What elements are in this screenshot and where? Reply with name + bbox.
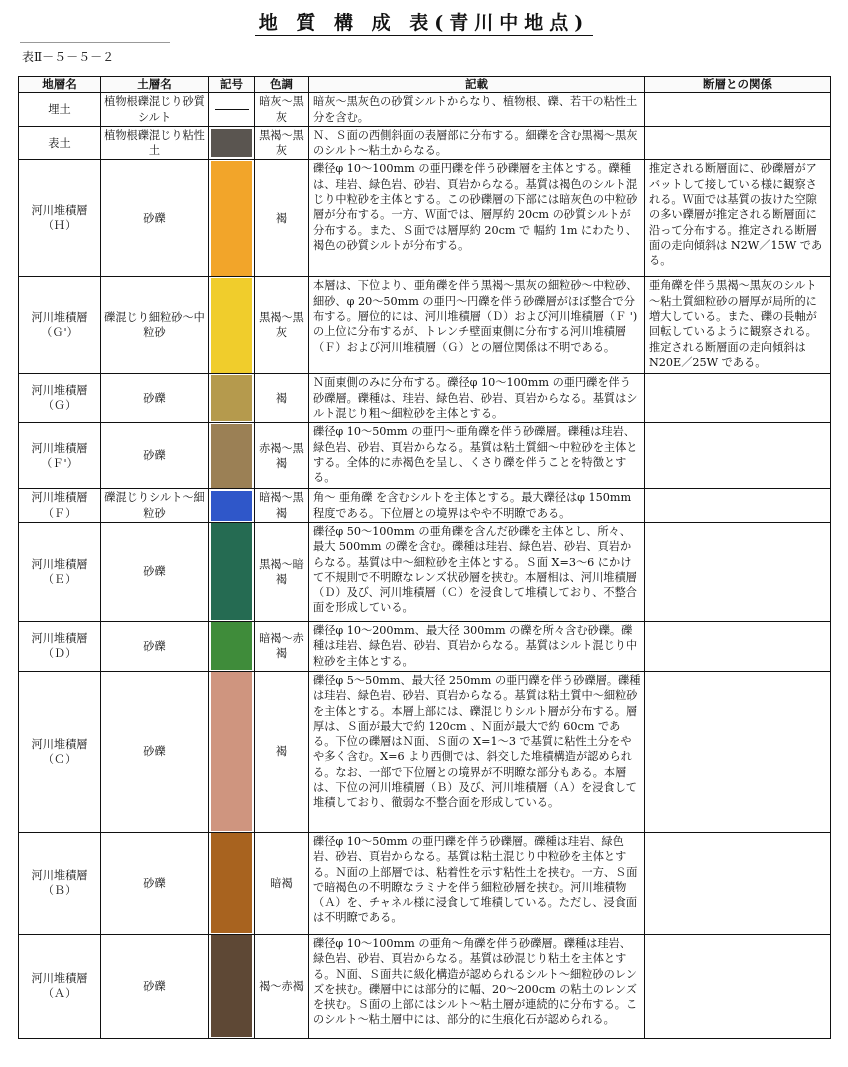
soil-name-cell: 砂礫 bbox=[101, 934, 209, 1038]
description-cell: 礫径φ 10～100mm の亜角～角礫を伴う砂礫層。礫種は珪岩、緑色岩、砂岩、頁岩からなる。基質は砂混じり粘土を主体とする。Ｎ面、Ｓ面共に級化構造が認められるシルト～細粒砂のレンズを挟む。礫層中には部分的に幅、20～200cm の粘土のレンズを挟む。Ｓ面の上部にはシルト～粘土層が連続的に分布する。このシルト～粘土層中には、部分的に生痕化石が認められる。 bbox=[309, 934, 645, 1038]
layer-name-cell: 河川堆積層（Ｇ'） bbox=[19, 277, 101, 374]
color-tone-cell: 黒褐～黒灰 bbox=[255, 277, 309, 374]
color-swatch bbox=[211, 129, 252, 157]
fault-relation-cell: 推定される断層面に、砂礫層がアバットして接している様に観察される。Ｗ面では基質の抜けた空隙の多い礫層が推定される断層面に沿って分布する。推定される断層面の走向傾斜は N2W／15W である。 bbox=[645, 160, 831, 277]
color-tone-cell: 黒褐～黒灰 bbox=[255, 126, 309, 160]
symbol-cell bbox=[209, 489, 255, 523]
symbol-cell bbox=[209, 160, 255, 277]
layer-name-cell: 河川堆積層（Ｆ） bbox=[19, 489, 101, 523]
fault-relation-cell bbox=[645, 374, 831, 423]
layer-name-cell: 河川堆積層（Ｄ） bbox=[19, 621, 101, 671]
table-row bbox=[19, 93, 831, 127]
description-cell: 礫径φ 10～50mm の亜円～亜角礫を伴う砂礫層。礫種は珪岩、緑色岩、砂岩、頁岩からなる。基質は粘土質細～中粒砂を主体とする。全体的に赤褐色を呈し、くさり礫を伴うことを特徴とする。 bbox=[309, 423, 645, 489]
layer-name-cell: 河川堆積層（Ｇ） bbox=[19, 374, 101, 423]
color-swatch bbox=[211, 833, 252, 933]
color-swatch bbox=[211, 935, 252, 1037]
table-row bbox=[19, 621, 831, 671]
soil-name-cell: 砂礫 bbox=[101, 671, 209, 832]
soil-name-cell: 砂礫 bbox=[101, 374, 209, 423]
geology-table bbox=[18, 76, 831, 1039]
symbol-cell bbox=[209, 522, 255, 621]
fault-relation-cell bbox=[645, 832, 831, 934]
header-row bbox=[19, 77, 831, 93]
description-cell: 礫径φ 10～200mm、最大径 300mm の礫を所々含む砂礫。礫種は珪岩、緑色岩、砂岩、頁岩からなる。基質はシルト混じり中粒砂を主体とする。 bbox=[309, 621, 645, 671]
color-tone-cell: 褐 bbox=[255, 671, 309, 832]
fault-relation-cell: 亜角礫を伴う黒褐～黒灰のシルト～粘土質細粒砂の層厚が局所的に増大している。また、礫の長軸が回転しているように観察される。推定される断層面の走向傾斜は N20E／25W である。 bbox=[645, 277, 831, 374]
header-description: 記載 bbox=[309, 77, 645, 93]
fault-relation-cell bbox=[645, 489, 831, 523]
table-row bbox=[19, 934, 831, 1038]
table-row bbox=[19, 671, 831, 832]
description-cell: 礫径φ 50～100mm の亜角礫を含んだ砂礫を主体とし、所々、最大 500mm の礫を含む。礫種は珪岩、緑色岩、砂岩、頁岩からなる。基質は中～細粒砂を主体とする。Ｓ面 X=3～6 にかけて不規則で不明瞭なレンズ状砂層を挟む。本層相は、河川堆積層（Ｄ）及び、河川堆積層（Ｃ）を浸食して堆積しており、不整合面を形成している。 bbox=[309, 522, 645, 621]
fault-relation-cell bbox=[645, 671, 831, 832]
header-fault-relation: 断層との関係 bbox=[645, 77, 831, 93]
symbol-cell bbox=[209, 423, 255, 489]
color-tone-cell: 赤褐～黒褐 bbox=[255, 423, 309, 489]
table-row bbox=[19, 277, 831, 374]
description-cell: 暗灰～黒灰色の砂質シルトからなり、植物根、礫、若干の粘性土分を含む。 bbox=[309, 93, 645, 127]
soil-name-cell: 礫混じり細粒砂～中粒砂 bbox=[101, 277, 209, 374]
table-row bbox=[19, 160, 831, 277]
soil-name-cell: 植物根礫混じり粘性土 bbox=[101, 126, 209, 160]
fault-relation-cell bbox=[645, 93, 831, 127]
description-cell: 礫径φ 10～100mm の亜円礫を伴う砂礫層を主体とする。礫種は、珪岩、緑色岩、砂岩、頁岩からなる。基質は褐色のシルト混じり中粒砂を主体とする。この砂礫層の下部には暗灰色の中粒砂層が分布する。一方、Ｗ面では、層厚約 20cm の砂質シルトが分布する。また、Ｓ面では層厚約 20cm で 幅約 1m にわたり、褐色の砂質シルトが分布する。 bbox=[309, 160, 645, 277]
description-cell: 角～ 亜角礫 を含むシルトを主体とする。最大礫径はφ 150mm 程度である。下位層との境界はやや不明瞭である。 bbox=[309, 489, 645, 523]
fault-relation-cell bbox=[645, 522, 831, 621]
table-row bbox=[19, 489, 831, 523]
layer-name-cell: 河川堆積層（Ｈ） bbox=[19, 160, 101, 277]
description-cell: 礫径φ 10～50mm の亜円礫を伴う砂礫層。礫種は珪岩、緑色岩、砂岩、頁岩からなる。基質は粘土混じり中粒砂を主体とする。Ｎ面の上部層では、粘着性を示す粘性土を挟む。一方、Ｓ面で暗褐色の不明瞭なラミナを伴う細粒砂層を挟む。河川堆積物（Ａ）を、チャネル様に浸食して堆積している。ただし、浸食面は不明瞭である。 bbox=[309, 832, 645, 934]
soil-name-cell: 砂礫 bbox=[101, 621, 209, 671]
table-number: 表Ⅱ－５－５－２ bbox=[22, 50, 115, 64]
color-swatch bbox=[211, 523, 252, 620]
table-row bbox=[19, 374, 831, 423]
layer-name-cell: 表土 bbox=[19, 126, 101, 160]
color-tone-cell: 褐～赤褐 bbox=[255, 934, 309, 1038]
table-row bbox=[19, 126, 831, 160]
description-cell: 礫径φ 5～50mm、最大径 250mm の亜円礫を伴う砂礫層。礫種は珪岩、緑色岩、砂岩、頁岩からなる。基質は粘土質中～細粒砂を主体とする。本層上部には、礫混じりシルト層が分布する。層厚は、Ｓ面が最大で約 120cm 、Ｎ面が最大で約 60cm である。下位の礫層はＮ面、Ｓ面の X=1～3 で基質に粘性土分をやや多く含む。X=6 より西側では、斜交した堆積構造が認められる。なお、一部で下位層との境界が不明瞭な部分もある。本層は、下位の河川堆積層（Ｂ）及び、河川堆積層（Ａ）を浸食して堆積しており、徹弱な不整合面を形成している。 bbox=[309, 671, 645, 832]
symbol-cell bbox=[209, 374, 255, 423]
fault-relation-cell bbox=[645, 621, 831, 671]
color-swatch bbox=[211, 491, 252, 521]
soil-name-cell: 砂礫 bbox=[101, 832, 209, 934]
symbol-cell bbox=[209, 126, 255, 160]
color-swatch bbox=[211, 424, 252, 488]
color-tone-cell: 暗褐 bbox=[255, 832, 309, 934]
color-swatch bbox=[211, 278, 252, 373]
soil-name-cell: 砂礫 bbox=[101, 522, 209, 621]
soil-name-cell: 植物根礫混じり砂質シルト bbox=[101, 93, 209, 127]
color-swatch bbox=[211, 161, 252, 276]
layer-name-cell: 河川堆積層（Ｆ'） bbox=[19, 423, 101, 489]
layer-name-cell: 河川堆積層（Ａ） bbox=[19, 934, 101, 1038]
document-title: 地 質 構 成 表(青川中地点) bbox=[0, 8, 848, 35]
symbol-cell bbox=[209, 934, 255, 1038]
table-row bbox=[19, 832, 831, 934]
color-tone-cell: 暗褐～赤褐 bbox=[255, 621, 309, 671]
fault-relation-cell bbox=[645, 934, 831, 1038]
table-row bbox=[19, 423, 831, 489]
soil-name-cell: 砂礫 bbox=[101, 423, 209, 489]
fault-relation-cell bbox=[645, 423, 831, 489]
color-tone-cell: 暗褐～黒褐 bbox=[255, 489, 309, 523]
symbol-cell bbox=[209, 832, 255, 934]
color-tone-cell: 黒褐～暗褐 bbox=[255, 522, 309, 621]
header-color-tone: 色調 bbox=[255, 77, 309, 93]
symbol-cell bbox=[209, 621, 255, 671]
color-tone-cell: 褐 bbox=[255, 160, 309, 277]
color-swatch bbox=[211, 672, 252, 831]
symbol-cell bbox=[209, 671, 255, 832]
fault-relation-cell bbox=[645, 126, 831, 160]
color-tone-cell: 褐 bbox=[255, 374, 309, 423]
color-swatch bbox=[211, 622, 252, 670]
soil-name-cell: 礫混じりシルト～細粒砂 bbox=[101, 489, 209, 523]
symbol-cell bbox=[209, 277, 255, 374]
header-symbol: 記号 bbox=[209, 77, 255, 93]
description-cell: Ｎ、Ｓ面の西側斜面の表層部に分布する。細礫を含む黒褐～黒灰のシルト～粘土からなる。 bbox=[309, 126, 645, 160]
description-cell: 本層は、下位より、亜角礫を伴う黒褐～黒灰の細粒砂～中粒砂、細砂、φ 20～50mm の亜円～円礫を伴う砂礫層がほぼ整合で分布する。層位的には、河川堆積層（Ｄ）および河川堆積層（Ｆ ')の上位に分布するが、トレンチ壁面東側に分布する河川堆積層（Ｆ）および河川堆積層（Ｇ）との層位関係は不明である。 bbox=[309, 277, 645, 374]
color-tone-cell: 暗灰～黒灰 bbox=[255, 93, 309, 127]
soil-name-cell: 砂礫 bbox=[101, 160, 209, 277]
layer-name-cell: 河川堆積層（Ｂ） bbox=[19, 832, 101, 934]
header-soil-name: 土層名 bbox=[101, 77, 209, 93]
description-cell: Ｎ面東側のみに分布する。礫径φ 10～100mm の亜円礫を伴う砂礫層。礫種は、珪岩、緑色岩、砂岩、頁岩からなる。基質はシルト混じり粗～細粒砂を主体とする。 bbox=[309, 374, 645, 423]
layer-name-cell: 河川堆積層（Ｃ） bbox=[19, 671, 101, 832]
table-row bbox=[19, 522, 831, 621]
symbol-dash-line bbox=[215, 109, 249, 110]
divider bbox=[20, 42, 170, 43]
layer-name-cell: 河川堆積層（Ｅ） bbox=[19, 522, 101, 621]
layer-name-cell: 埋土 bbox=[19, 93, 101, 127]
header-layer-name: 地層名 bbox=[19, 77, 101, 93]
symbol-cell bbox=[209, 93, 255, 127]
color-swatch bbox=[211, 375, 252, 421]
